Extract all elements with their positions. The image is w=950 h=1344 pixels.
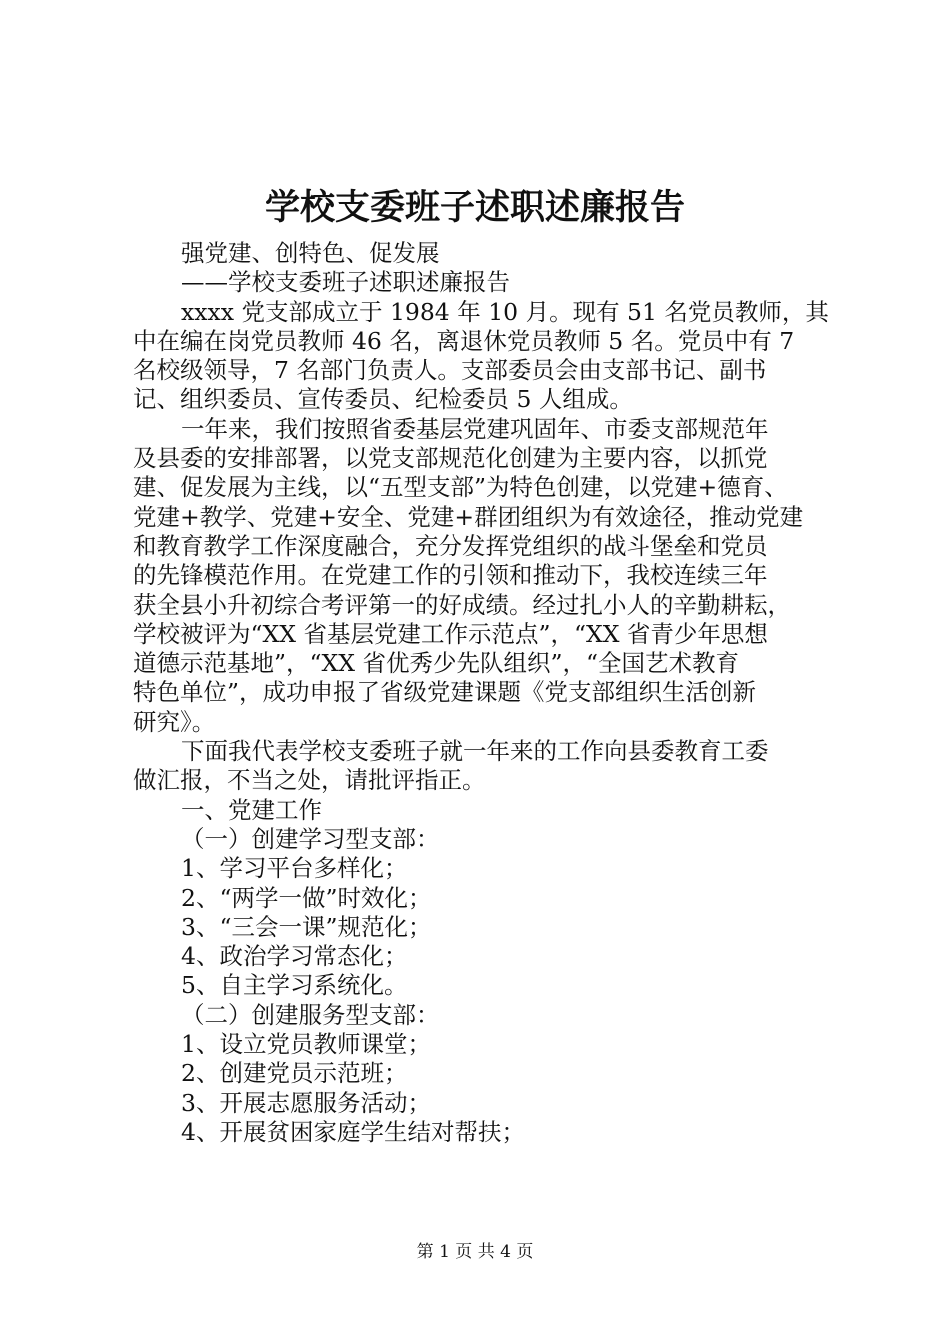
text-line: 强党建、创特色、促发展: [181, 239, 440, 267]
text-line: 的先锋模范作用。在党建工作的引领和推动下，我校连续三年: [133, 561, 768, 590]
text-line: 获全县小升初综合考评第一的好成绩。经过扎小人的辛勤耕耘，: [133, 590, 791, 619]
text-line: 2、“两学一做”时效化；: [181, 883, 432, 912]
text-line: 1、设立党员教师课堂；: [181, 1030, 431, 1059]
text-line: 中在编在岗党员教师 46 名，离退休党员教师 5 名。党员中有 7: [133, 326, 795, 355]
text-line: （一）创建学习型支部：: [181, 824, 440, 853]
document-title: 学校支委班子述职述廉报告: [264, 187, 685, 228]
text-line: 名校级领导，7 名部门负责人。支部委员会由支部书记、副书: [133, 356, 767, 385]
document-body: [133, 239, 829, 1147]
text-line: 4、开展贫困家庭学生结对帮扶；: [181, 1117, 525, 1146]
text-line: 建、促发展为主线，以“五型支部”为特色创建，以党建+德育、: [133, 473, 788, 502]
text-line: 下面我代表学校支委班子就一年来的工作向县委教育工委: [181, 737, 769, 766]
text-line: 研究》。: [133, 707, 216, 736]
text-line: 道德示范基地”，“XX 省优秀少先队组织”，“全国艺术教育: [133, 649, 739, 678]
text-line: 特色单位”，成功申报了省级党建课题《党支部组织生活创新: [133, 678, 757, 707]
text-line: 3、“三会一课”规范化；: [181, 912, 432, 941]
text-line: 2、创建党员示范班；: [181, 1059, 408, 1088]
text-line: 做汇报，不当之处，请批评指正。: [133, 766, 486, 795]
text-line: 一年来，我们按照省委基层党建巩固年、市委支部规范年: [181, 414, 769, 443]
text-line: 4、政治学习常态化；: [181, 942, 408, 971]
text-line: 3、开展志愿服务活动；: [181, 1088, 431, 1117]
text-line: 记、组织委员、宣传委员、纪检委员 5 人组成。: [133, 385, 633, 414]
text-line: 及县委的安排部署，以党支部规范化创建为主要内容，以抓党: [133, 444, 768, 473]
text-line: 党建+教学、党建+安全、党建+群团组织为有效途径，推动党建: [133, 502, 804, 531]
text-line: 学校被评为“XX 省基层党建工作示范点”，“XX 省青少年思想: [133, 619, 768, 648]
text-line: 1、学习平台多样化；: [181, 854, 408, 883]
text-line: 和教育教学工作深度融合，充分发挥党组织的战斗堡垒和党员: [133, 531, 768, 560]
text-line: xxxx 党支部成立于 1984 年 10 月。现有 51 名党员教师，其: [181, 297, 829, 326]
text-line: 一、党建工作: [181, 795, 322, 824]
text-line: ——学校支委班子述职述廉报告: [181, 268, 510, 297]
text-line: 5、自主学习系统化。: [181, 971, 408, 1000]
page-footer: 第 1 页 共 4 页: [416, 1242, 534, 1262]
text-line: （二）创建服务型支部：: [181, 1000, 440, 1029]
